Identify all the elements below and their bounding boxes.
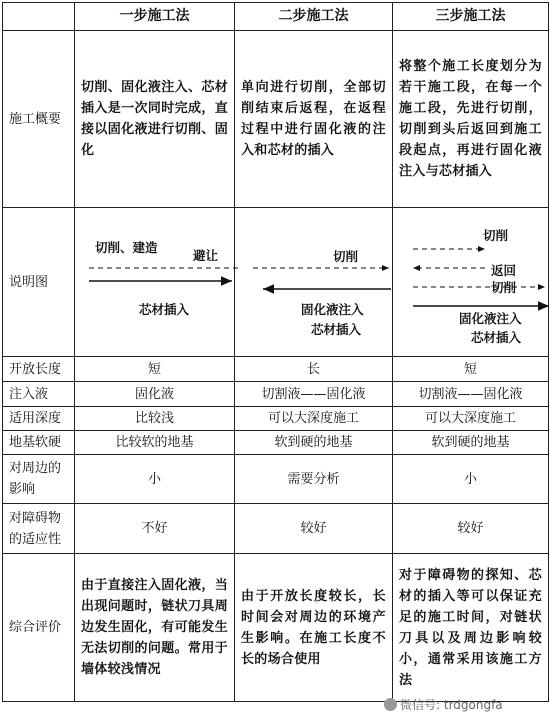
diagram-label-core-insert: 芯材插入 [311,321,362,337]
watermark-text: 微信号: trdgongfa [400,698,503,712]
row-label: 地基软硬 [3,431,75,455]
row-obstacles [3,504,549,554]
header-two-step: 二步施工法 [235,3,393,31]
open-length-three-step: 短 [393,357,549,382]
row-label: 对周边的影响 [3,455,75,504]
row-evaluation [3,554,549,702]
diagram-label-core-insert: 芯材插入 [471,329,522,345]
depth-three-step: 可以大深度施工 [393,407,549,431]
diagram-label-return: 返回 [491,262,517,278]
injection-three-step: 切割液——固化液 [393,382,549,407]
open-length-two-step: 长 [235,357,393,382]
surroundings-three-step: 小 [393,455,549,504]
ground-one-step: 比较软的地基 [75,431,235,455]
diagram-label-avoid: 避让 [193,247,219,263]
open-length-one-step: 短 [75,357,235,382]
depth-two-step: 可以大深度施工 [235,407,393,431]
header-one-step: 一步施工法 [75,3,235,31]
row-label: 注入液 [3,382,75,407]
overview-two-step: 单向进行切削，全部切削结束后返程，在返程过程中进行固化液的注入和芯材的插入 [235,31,393,208]
row-surroundings [3,455,549,504]
diagram-three-step [393,208,549,357]
row-label: 综合评价 [3,554,75,702]
evaluation-three-step: 对于障碍物的探知、芯材的插入等可以保证充足的施工时间，对链状刀具以及周边影响较小，通常采用该施工方法 [393,554,549,702]
diagram-one-step [75,208,235,357]
diagram-label-core-insert: 芯材插入 [139,301,190,317]
diagram-label-cut: 切削 [483,227,509,243]
diagram-label-grout: 固化液注入 [459,310,522,326]
row-ground [3,431,549,455]
wechat-icon [384,698,397,711]
diagram-label-grout: 固化液注入 [301,301,364,317]
row-overview [3,31,549,208]
ground-three-step: 软到硬的地基 [393,431,549,455]
row-diagram [3,208,549,357]
diagram-two-step [235,208,393,357]
overview-three-step: 将整个施工长度划分为若干施工段，在每一个施工段，先进行切削，切削到头后返回到施工段起点，再进行固化液注入与芯材插入 [393,31,549,208]
row-label: 开放长度 [3,357,75,382]
header-three-step: 三步施工法 [393,3,549,31]
header-row [3,3,549,31]
row-label: 说明图 [3,208,75,357]
depth-one-step: 比较浅 [75,407,235,431]
row-label: 适用深度 [3,407,75,431]
evaluation-two-step: 由于开放长度较长，长时间会对周边的环境产生影响。在施工长度不长的场合使用 [235,554,393,702]
surroundings-one-step: 小 [75,455,235,504]
row-open-length [3,357,549,382]
ground-two-step: 软到硬的地基 [235,431,393,455]
row-label: 对障碍物的适应性 [3,504,75,554]
obstacles-two-step: 较好 [235,504,393,554]
diagram-label-cut: 切削 [333,248,359,264]
diagram-one-step-arrows [81,209,241,356]
obstacles-one-step: 不好 [75,504,235,554]
watermark [384,696,503,713]
injection-two-step: 切割液——固化液 [235,382,393,407]
diagram-label-cut: 切削 [491,279,517,295]
diagram-label-cut-build: 切削、建造 [95,239,158,255]
injection-one-step: 固化液 [75,382,235,407]
row-depth [3,407,549,431]
row-injection [3,382,549,407]
comparison-table [2,2,549,702]
obstacles-three-step: 较好 [393,504,549,554]
row-label: 施工概要 [3,31,75,208]
overview-one-step: 切削、固化液注入、芯材插入是一次同时完成，直接以固化液进行切削、固化 [75,31,235,208]
corner-header [3,3,75,31]
evaluation-one-step: 由于直接注入固化液，当出现问题时，链状刀具周边发生固化，有可能发生无法切削的问题。常用于墙体较浅情况 [75,554,235,702]
surroundings-two-step: 需要分析 [235,455,393,504]
